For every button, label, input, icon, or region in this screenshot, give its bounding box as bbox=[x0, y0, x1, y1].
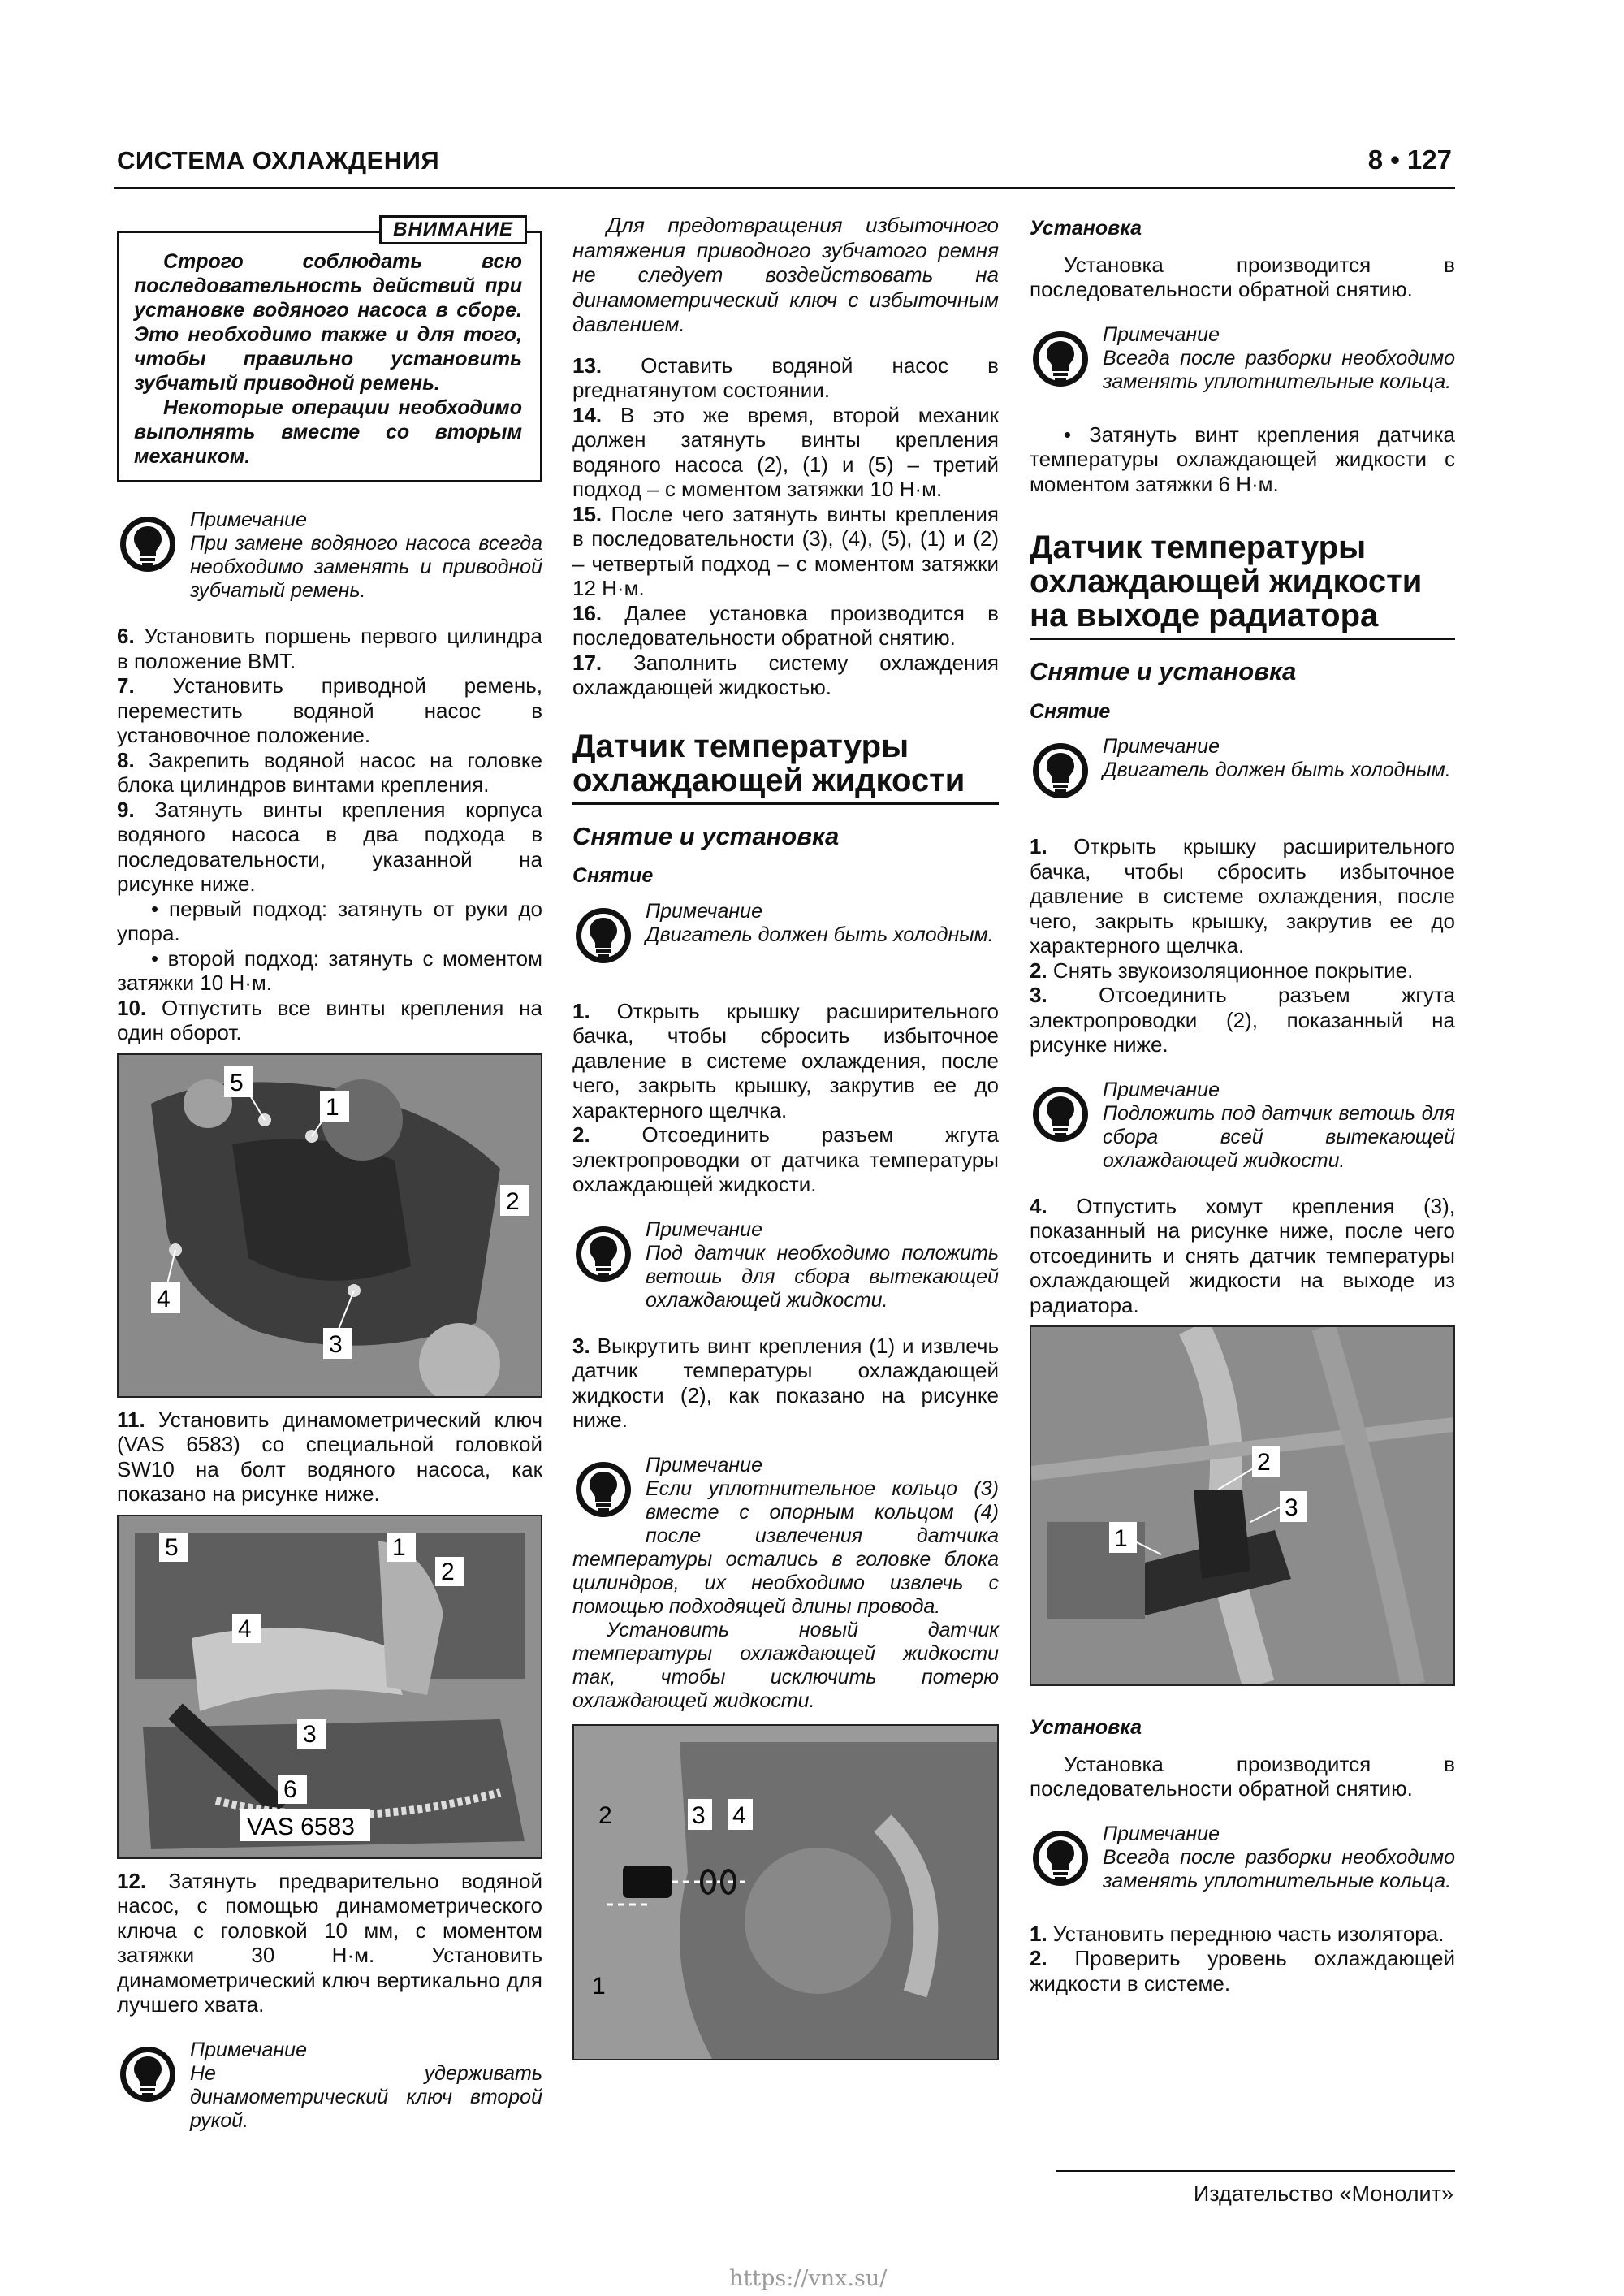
warning-label: ВНИМАНИЕ bbox=[379, 215, 527, 244]
lightbulb-icon bbox=[572, 1457, 634, 1525]
figure-torque-wrench bbox=[117, 1515, 542, 1859]
callout-label: 5 bbox=[165, 1533, 179, 1561]
callout-label: 3 bbox=[1285, 1494, 1298, 1521]
paragraph: Для предотвращения избыточного натяжения приводного зубчатого ремня не следует воздействовать на динамометрический ключ с избыточным давлением. bbox=[572, 213, 999, 336]
callout-label: 2 bbox=[441, 1558, 455, 1585]
note-text: Двигатель должен быть холодным. bbox=[1103, 759, 1451, 781]
step: 7. Установить приводной ремень, переместить водяной насос в установочное положение. bbox=[117, 673, 542, 747]
note-title: Примечание bbox=[1103, 1822, 1220, 1845]
tool-label: VAS 6583 bbox=[247, 1813, 355, 1840]
figure-coolant-sensor bbox=[572, 1724, 999, 2060]
page-number: 8 • 127 bbox=[1367, 145, 1452, 175]
engine-illustration bbox=[574, 1726, 999, 2059]
figure-water-pump-bolts bbox=[117, 1053, 542, 1398]
lightbulb-icon bbox=[117, 2042, 179, 2110]
warning-text: Строго соблюдать всю последовательность действий при установке водяного насоса в сборе. Это необходимо также и для того, чтобы правильно установить зубчатый приводной ремень. bbox=[134, 250, 522, 395]
step: 12. Затянуть предварительно водяной насос, с помощью динамометрического ключа с головкой 10 мм, с моментом затяжки 30 Н·м. Установить динамометрический ключ вертикально для лучшего хвата. bbox=[117, 1868, 542, 2017]
note-text: Всегда после разборки необходимо заменять уплотнительные кольца. bbox=[1103, 346, 1455, 393]
step: 10. Отпустить все винты крепления на один оборот. bbox=[117, 995, 542, 1044]
lightbulb-icon bbox=[1030, 1082, 1091, 1150]
callout-label: 2 bbox=[1257, 1449, 1271, 1476]
step: 16. Далее установка производится в последовательности обратной снятию. bbox=[572, 600, 999, 650]
lightbulb-icon bbox=[572, 903, 634, 971]
step: 1. Открыть крышку расширительного бачка, чтобы сбросить избыточное давление в системе охлаждения, после чего, закрыть крышку, закрутив ее до характерного щелчка. bbox=[572, 998, 999, 1122]
step: 15. После чего затянуть винты крепления в последовательности (3), (4), (5), (1) и (2) – четвертый подход – с моментом затяжки 12 Н·м. bbox=[572, 501, 999, 600]
callout-label: 2 bbox=[598, 1801, 612, 1829]
lightbulb-icon bbox=[1030, 1826, 1091, 1894]
note-title: Примечание bbox=[1103, 1078, 1220, 1101]
note-title: Примечание bbox=[1103, 322, 1220, 346]
callout-label: 3 bbox=[692, 1801, 706, 1829]
step: 2. Отсоединить разъем жгута электропроводки от датчика температуры охлаждающей жидкости. bbox=[572, 1122, 999, 1196]
note-text: Подложить под датчик ветошь для сбора всей вытекающей охлаждающей жидкости. bbox=[1103, 1101, 1455, 1172]
callout-label: 1 bbox=[392, 1533, 406, 1561]
section-heading: Датчик температуры охлаждающей жидкости bbox=[572, 729, 999, 805]
paragraph: Установка производится в последовательности обратной снятию. bbox=[1030, 252, 1455, 301]
section-heading: Датчик температуры охлаждающей жидкости на выходе радиатора bbox=[1030, 530, 1455, 640]
step: 6. Установить поршень первого цилиндра в положение ВМТ. bbox=[117, 624, 542, 673]
step: 2. Проверить уровень охлаждающей жидкости в системе. bbox=[1030, 1946, 1455, 1995]
step: 11. Установить динамометрический ключ (VAS 6583) со специальной головкой SW10 на болт водяного насоса, как показано на рисунке ниже. bbox=[117, 1407, 542, 1506]
callout-label: 3 bbox=[329, 1330, 343, 1358]
publisher: Издательство «Монолит» bbox=[1193, 2181, 1453, 2206]
note bbox=[572, 1454, 999, 1713]
paragraph: Установка производится в последовательности обратной снятию. bbox=[1030, 1751, 1455, 1801]
callout-label: 4 bbox=[238, 1615, 252, 1642]
step: 17. Заполнить систему охлаждения охлаждающей жидкостью. bbox=[572, 650, 999, 699]
note bbox=[1030, 735, 1455, 813]
note-title: Примечание bbox=[646, 1217, 762, 1241]
subheading: Снятие bbox=[1030, 699, 1111, 723]
warning-text-2: Некоторые операции необходимо выполнять вместе со вторым механиком. bbox=[134, 396, 522, 468]
note-text-2: Установить новый датчик температуры охлаждающей жидкости так, чтобы исключить потерю охлаждающей жидкости. bbox=[572, 1618, 999, 1712]
bullet: • второй подход: затянуть с моментом затяжки 10 Н·м. bbox=[117, 945, 542, 995]
note-title: Примечание bbox=[190, 508, 307, 531]
note bbox=[1030, 323, 1455, 401]
callout-label: 4 bbox=[732, 1801, 746, 1829]
subheading: Установка bbox=[1030, 1716, 1142, 1739]
callout-label: 1 bbox=[592, 1972, 606, 2000]
note bbox=[1030, 1079, 1455, 1173]
subsection-heading: Снятие и установка bbox=[572, 821, 840, 850]
subsection-heading: Снятие и установка bbox=[1030, 657, 1297, 685]
callout-label: 3 bbox=[303, 1720, 317, 1748]
column-2 bbox=[572, 213, 999, 2070]
lightbulb-icon bbox=[572, 1222, 634, 1290]
note-text: Двигатель должен быть холодным. bbox=[646, 923, 994, 946]
note-title: Примечание bbox=[190, 2038, 307, 2061]
note bbox=[117, 2039, 542, 2133]
note bbox=[572, 1218, 999, 1312]
note-text: Всегда после разборки необходимо заменять уплотнительные кольца. bbox=[1103, 1845, 1455, 1892]
note-text: При замене водяного насоса всегда необходимо заменять и приводной зубчатый ремень. bbox=[190, 532, 542, 602]
callout-label: 2 bbox=[506, 1187, 520, 1215]
watermark-url[interactable]: https://vnx.su/ bbox=[729, 2266, 888, 2291]
callout-label: 4 bbox=[157, 1285, 171, 1312]
note-title: Примечание bbox=[1103, 735, 1220, 758]
engine-illustration bbox=[119, 1516, 542, 1857]
figure-radiator-sensor bbox=[1030, 1325, 1455, 1686]
column-3 bbox=[1030, 213, 1455, 1995]
step: 3. Отсоединить разъем жгута электропроводки (2), показанный на рисунке ниже. bbox=[1030, 983, 1455, 1057]
callout-label: 1 bbox=[326, 1093, 339, 1121]
step: 4. Отпустить хомут крепления (3), показанный на рисунке ниже, после чего отсоединить и снять датчик температуры охлаждающей жидкости на выходе из радиатора. bbox=[1030, 1193, 1455, 1317]
note bbox=[572, 900, 999, 978]
lightbulb-icon bbox=[1030, 738, 1091, 806]
bullet: • первый подход: затянуть от руки до упора. bbox=[117, 896, 542, 945]
lightbulb-icon bbox=[1030, 326, 1091, 395]
note bbox=[117, 508, 542, 603]
step: 13. Оставить водяной насос в preднатянутом состоянии. bbox=[572, 352, 999, 402]
subheading: Установка bbox=[1030, 217, 1142, 240]
note bbox=[1030, 1823, 1455, 1900]
step: 1. Открыть крышку расширительного бачка, чтобы сбросить избыточное давление в системе охлаждения, после чего, закрыть крышку, закрутив ее до характерного щелчка. bbox=[1030, 834, 1455, 958]
lightbulb-icon bbox=[117, 512, 179, 580]
callout-label: 1 bbox=[1114, 1525, 1128, 1552]
page-section-title: СИСТЕМА ОХЛАЖДЕНИЯ bbox=[117, 146, 440, 175]
step: 8. Закрепить водяной насос на головке блока цилиндров винтами крепления. bbox=[117, 747, 542, 797]
header-rule bbox=[114, 187, 1455, 189]
bullet: • Затянуть винт крепления датчика температуры охлаждающей жидкости с моментом затяжки 6 Н·м. bbox=[1030, 422, 1455, 496]
step: 1. Установить переднюю часть изолятора. bbox=[1030, 1921, 1445, 1946]
note-text: Не удерживать динамометрический ключ второй рукой. bbox=[190, 2061, 542, 2132]
note-text: Под датчик необходимо положить ветошь для сбора вытекающей охлаждающей жидкости. bbox=[646, 1241, 999, 1312]
callout-label: 6 bbox=[283, 1775, 297, 1803]
note-text: Если уплотнительное кольцо (3) вместе с опорным кольцом (4) после извлечения датчика температуры остались в головке блока цилиндров, их необходимо извлечь с помощью подходящей длины провода. bbox=[572, 1477, 999, 1618]
warning-box bbox=[117, 218, 542, 482]
step: 3. Выкрутить винт крепления (1) и извлечь датчик температуры охлаждающей жидкости (2), как показано на рисунке ниже. bbox=[572, 1333, 999, 1432]
engine-illustration bbox=[119, 1055, 542, 1396]
note-title: Примечание bbox=[646, 899, 762, 923]
note-title: Примечание bbox=[646, 1453, 762, 1477]
column-1 bbox=[117, 213, 542, 2138]
subheading: Снятие bbox=[572, 864, 654, 887]
engine-illustration bbox=[1031, 1327, 1455, 1684]
footer-rule bbox=[1056, 2170, 1455, 2172]
step: 9. Затянуть винты крепления корпуса водяного насоса в два подхода в последовательности, указанной на рисунке ниже. bbox=[117, 797, 542, 896]
step: 14. В это же время, второй механик должен затянуть винты крепления водяного насоса (2), (1) и (5) – третий подход – с моментом затяжки 10 Н·м. bbox=[572, 402, 999, 501]
step: 2. Снять звукоизоляционное покрытие. bbox=[1030, 958, 1414, 983]
callout-label: 5 bbox=[230, 1069, 244, 1096]
